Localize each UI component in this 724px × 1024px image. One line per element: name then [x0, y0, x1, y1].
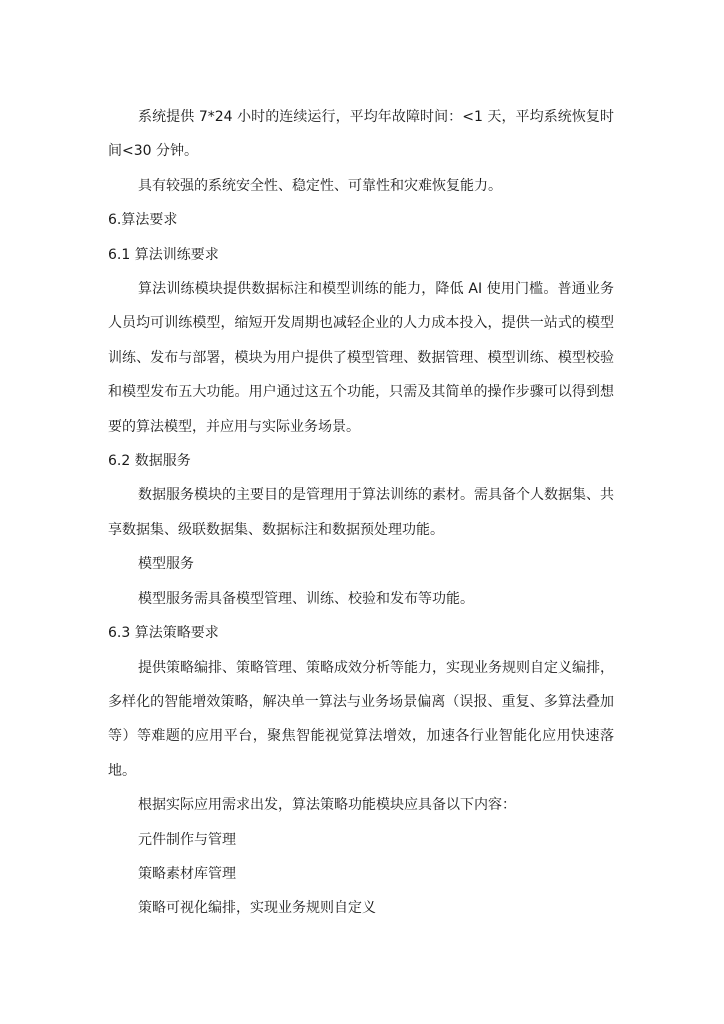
paragraph-algorithm-strategy: 提供策略编排、策略管理、策略成效分析等能力，实现业务规则自定义编排，多样化的智能增效策略，解决单一算法与业务场景偏离（误报、重复、多算法叠加等）等难题的应用平台，聚焦智能视觉算法增效，加速各行业智能化应用快速落地。	[108, 659, 614, 779]
list-item-visual-orchestration: 策略可视化编排，实现业务规则自定义	[138, 900, 376, 917]
heading-algorithm-strategy: 6.3 算法策略要求	[108, 625, 219, 642]
paragraph-model-service: 模型服务需具备模型管理、训练、校验和发布等功能。	[138, 590, 474, 607]
paragraph-algorithm-training: 算法训练模块提供数据标注和模型训练的能力，降低 AI 使用门槛。普通业务人员均可训练模型，缩短开发周期也减轻企业的人力成本投入，提供一站式的模型训练、发布与部署，模块为用户提供了模型管理、数据管理、模型训练、模型校验和模型发布五大功能。用户通过这五个功能，只需及其简单的操作步骤可以得到想要的算法模型，并应用与实际业务场景。	[108, 281, 614, 435]
heading-data-service: 6.2 数据服务	[108, 453, 191, 470]
document-content	[108, 100, 614, 926]
paragraph-security: 具有较强的系统安全性、稳定性、可靠性和灾难恢复能力。	[138, 177, 502, 194]
subheading-model-service: 模型服务	[138, 556, 194, 573]
paragraph-data-service: 数据服务模块的主要目的是管理用于算法训练的素材。需具备个人数据集、共享数据集、级联数据集、数据标注和数据预处理功能。	[108, 487, 614, 538]
list-item-component-management: 元件制作与管理	[138, 831, 236, 848]
heading-algorithm-requirements: 6.算法要求	[108, 212, 178, 229]
heading-algorithm-training: 6.1 算法训练要求	[108, 246, 219, 263]
paragraph-strategy-contents-intro: 根据实际应用需求出发，算法策略功能模块应具备以下内容：	[138, 797, 516, 814]
paragraph-availability: 系统提供 7*24 小时的连续运行，平均年故障时间：<1 天，平均系统恢复时间<30 分钟。	[108, 109, 614, 160]
list-item-strategy-library: 策略素材库管理	[138, 865, 236, 882]
